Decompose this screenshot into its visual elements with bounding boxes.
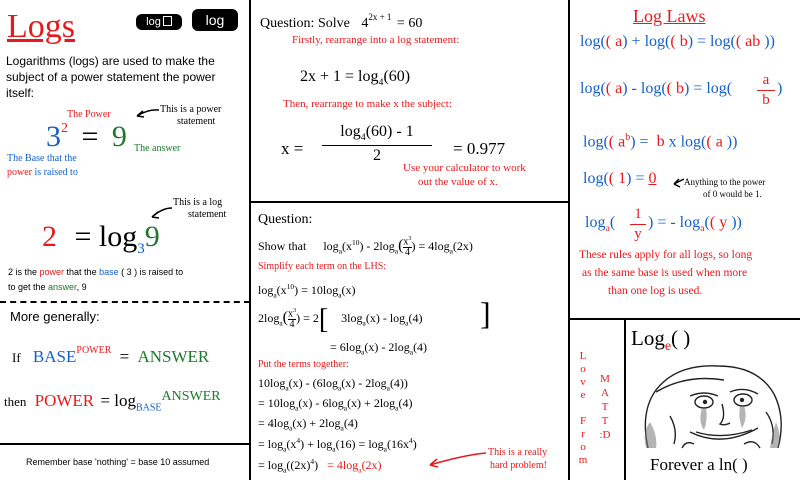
love-letter: L <box>579 350 587 362</box>
explain-text: 2 is the <box>8 267 40 277</box>
explain-text: , 9 <box>76 282 87 292</box>
q2-sub-a: a <box>358 465 362 475</box>
law-frac-den: y <box>634 226 642 242</box>
intro-line-3: itself: <box>6 86 35 100</box>
q2-sub-a: a <box>361 347 365 357</box>
base-ann-power: power <box>7 167 32 178</box>
q2-p5 <box>258 458 382 474</box>
power-note-2: statement <box>177 116 216 127</box>
q2-sub-a: a <box>332 444 336 454</box>
q2-put-together: Put the terms together: <box>258 359 349 370</box>
q2-text: (x <box>342 238 352 253</box>
divider-h-foot <box>0 443 250 445</box>
q1-eq1 <box>300 69 410 88</box>
example-power-statement <box>46 122 127 152</box>
gen2-base: BASE <box>135 402 162 414</box>
law-var: ( <box>605 80 616 97</box>
matt-letter: M <box>600 373 610 385</box>
law-text: ) <box>722 133 733 151</box>
general-log-statement <box>4 390 221 413</box>
explain-line-2 <box>8 283 87 292</box>
law-var-a: a <box>615 80 623 97</box>
law-text: log <box>640 80 662 97</box>
q2-text: ) <box>412 437 417 451</box>
q2-sub-a: a <box>449 246 453 256</box>
law-frac-bar <box>630 224 646 225</box>
love-letter: v <box>580 376 586 388</box>
law-var: ( <box>608 170 619 187</box>
zero-note-2: of 0 would be 1. <box>703 189 762 199</box>
q2-text: 2log <box>258 311 280 325</box>
power-note-1: This is a power <box>160 104 222 115</box>
law-frac-bar <box>757 90 775 91</box>
law-var: ( <box>735 33 746 50</box>
law-var: ( <box>608 133 619 151</box>
q2-text: (x) <box>341 283 356 297</box>
law-text: log <box>580 33 601 50</box>
love-letter: e <box>580 389 586 401</box>
divider-h-laws <box>569 318 800 320</box>
q1-num-rest: (60) - 1 <box>365 123 414 140</box>
q1-numerator <box>322 124 432 143</box>
law-var-b: b <box>675 80 684 97</box>
explain-base: base <box>99 267 119 277</box>
matt-letter: T <box>601 401 609 413</box>
q1-eq1-lhs: 2x + 1 = log <box>300 68 379 85</box>
q2-sub-a: a <box>383 444 387 454</box>
q2-text: (2x) <box>452 238 473 253</box>
law-text: log <box>644 33 666 50</box>
divider-v1 <box>249 0 251 480</box>
q2-sub-a: a <box>362 318 366 328</box>
q2-text: (x) - 2log <box>364 340 410 354</box>
gen2-power: POWER <box>34 391 95 410</box>
loge-sub: e <box>664 339 672 355</box>
q2-text: 10log <box>258 376 286 390</box>
law-text: log <box>585 214 606 231</box>
explain-text: that the <box>64 267 100 277</box>
law-var-a: a <box>618 133 626 151</box>
q2-sub-a: a <box>273 290 277 300</box>
q2-text: (4) <box>413 340 428 354</box>
q2-sub-a: a <box>283 465 287 475</box>
base-annotation-1: The Base that the <box>7 153 77 164</box>
q2-text: = 6log <box>330 340 362 354</box>
q2-show-text: Show that <box>258 238 307 253</box>
q1-result: = 0.977 <box>453 139 506 158</box>
bracket-close: ] <box>480 295 491 331</box>
q2-text: = 4log <box>327 458 359 472</box>
law-product: log(( a) + log(( b) = log(( ab )) <box>580 33 775 50</box>
meme-loge <box>631 328 690 354</box>
base-ann-raised: is raised to <box>34 167 78 178</box>
general-heading: More generally: <box>10 309 100 324</box>
law-text: log <box>583 170 604 187</box>
q2-sub-a: a <box>343 403 348 413</box>
q2-text: (x) + 2log <box>292 416 341 430</box>
loge-text: Log <box>631 326 665 350</box>
q2-text: = log <box>258 458 284 472</box>
q2-text: 3log <box>341 311 363 325</box>
law-sub-a: a <box>700 223 705 235</box>
ex2-arg: 9 <box>144 220 160 253</box>
ex1-exp: 2 <box>61 121 68 136</box>
q1-expr-exp: 2x + 1 <box>368 12 392 22</box>
law-text: ) = - log <box>648 214 701 231</box>
q1-fraction <box>322 124 432 164</box>
explain-answer: answer <box>48 282 77 292</box>
law-text: ) <box>727 214 737 231</box>
matt-vertical <box>594 372 616 442</box>
law-text: ) + <box>622 33 645 50</box>
q2-heading: Question: <box>258 212 313 227</box>
answer-annotation: The answer <box>134 143 181 154</box>
arrow-icon-log <box>148 205 174 221</box>
law-quotient-close: ) <box>777 80 783 97</box>
base-annotation-2 <box>7 168 78 178</box>
matt-letter: T <box>601 415 609 427</box>
law-var: ( <box>670 33 680 50</box>
q1-expr-rhs: = 60 <box>396 16 423 31</box>
q1-x-eq: x = <box>281 139 304 158</box>
law-var: ( <box>709 214 720 231</box>
log-note-1: This is a log <box>173 197 223 208</box>
ex2-sub: 3 <box>137 241 145 257</box>
arrow-icon-power <box>132 106 162 120</box>
law-quotient: log(( a) - log(( b) = log( <box>580 80 733 97</box>
q2-sub-a: a <box>289 423 293 433</box>
ex1-ans: 9 <box>111 120 127 153</box>
q2-simplify: Simplify each term on the LHS: <box>258 261 387 272</box>
ex1-base: 3 <box>46 120 61 153</box>
gen2-ans: ANSWER <box>161 389 221 404</box>
q1-step1: Firstly, rearrange into a log statement: <box>292 34 460 46</box>
intro-line-1: Logarithms (logs) are used to make the <box>6 54 215 68</box>
q1-eq1-sub: 4 <box>378 77 384 89</box>
log-note-2: statement <box>188 209 227 220</box>
law-text: ) = <box>626 170 649 187</box>
law-power: log(( $a^b) = b$ x log(( a )) <box>583 132 738 151</box>
q2-row3 <box>330 341 427 356</box>
forever-alone-face-icon <box>626 352 798 452</box>
q1-num-log: log <box>340 123 361 140</box>
love-letter: o <box>580 441 586 453</box>
law-text: ) = log( <box>683 80 733 97</box>
bracket-open: [ <box>318 304 329 335</box>
q2-sub-a: a <box>409 347 414 357</box>
q2-text: (x) - 6log <box>298 396 344 410</box>
law-var-zero: 0 <box>648 170 657 187</box>
q2-num: x <box>403 236 409 248</box>
calc-key-log: log <box>192 9 238 31</box>
q1-expr-base: 4 <box>361 16 369 31</box>
law-frac-num: a <box>762 72 770 88</box>
q2-log: log <box>323 238 339 253</box>
q2-text: ) + log <box>300 437 333 451</box>
q2-exp: 4 <box>310 457 315 466</box>
q1-calc-note-1: Use your calculator to work <box>403 162 526 174</box>
matt-letter: :D <box>599 429 611 441</box>
q1-num-sub: 4 <box>360 132 366 144</box>
rules-note-1: These rules apply for all logs, so long <box>579 249 753 261</box>
gen1-base: BASE <box>32 347 77 366</box>
q2-den: 4 <box>289 319 295 331</box>
general-power-statement <box>12 346 209 365</box>
q2-text: (x <box>286 437 297 451</box>
law-log-one: log(( 1) = 0 <box>583 170 657 187</box>
gen1-power: POWER <box>76 345 112 356</box>
q2-sub-a: a <box>395 403 399 413</box>
q1-step2: Then, rearrange to make x the subject: <box>283 98 452 110</box>
love-from-vertical <box>578 350 588 467</box>
law-var-a: a <box>615 33 623 50</box>
law-text: ) <box>760 33 770 50</box>
q2-sub-a: a <box>337 383 342 393</box>
arrow-icon-zero <box>671 177 685 189</box>
explain-power: power <box>39 267 65 277</box>
q2-text: = log <box>258 437 284 451</box>
q2-text: (16x <box>386 437 409 451</box>
loge-paren: ( ) <box>671 326 691 350</box>
q2-sub-a: a <box>295 403 299 413</box>
zero-note-1: Anything to the power <box>684 177 766 187</box>
ex2-lhs: 2 <box>42 220 57 253</box>
q2-text: (4) <box>398 396 413 410</box>
q2-text: (x) - 2log <box>341 376 387 390</box>
rules-note-3: than one log is used. <box>608 285 703 297</box>
q2-text: ) = 4log <box>411 238 450 253</box>
q2-num: x <box>287 308 293 320</box>
gen1-ans: ANSWER <box>137 347 210 366</box>
q2-den: 4 <box>404 247 410 259</box>
intro-line-2: subject of a power statement the power <box>6 70 216 84</box>
arrow-icon-hard <box>424 451 488 471</box>
q1-eq1-arg: (60) <box>383 68 411 85</box>
explain-line-1 <box>8 268 183 277</box>
q2-p4 <box>258 437 417 453</box>
explain-text: to get the <box>8 282 49 292</box>
q2-text: (x) + 2log <box>347 396 396 410</box>
q2-row2: $2\log_a$( $\frac{x^3}{4}$ ) = 2[ $3\log_a(x) - \log_a(4)$ <box>258 304 423 335</box>
law-var: ( <box>605 33 616 50</box>
q1-heading <box>260 13 422 31</box>
q2-sub-a: a <box>340 423 344 433</box>
q2-exp: 3 <box>408 235 412 242</box>
gen2-then: then <box>4 394 27 409</box>
q2-exp: 4 <box>408 436 413 445</box>
q2-text: (4) <box>343 416 358 430</box>
divider-v2 <box>568 0 570 480</box>
q2-exp: 3 <box>292 307 297 315</box>
q2-text: = 10log <box>258 396 296 410</box>
calc-key-log-base <box>136 14 182 30</box>
law-frac-den: b <box>762 92 770 108</box>
q2-text: ) = 10log <box>294 283 339 297</box>
q2-text: ) <box>314 458 319 472</box>
law-reciprocal-rhs: ) = - $\log_a$(( y )) <box>648 214 742 235</box>
q1-fraction-bar <box>322 145 432 146</box>
law-text: ) = <box>687 33 711 50</box>
q2-text: (4) <box>408 311 423 325</box>
q2-text: ) - 2log <box>359 238 395 253</box>
gen1-if: If <box>12 350 21 365</box>
q2-text: (16) = log <box>335 437 384 451</box>
law-sub-a: a <box>605 223 610 235</box>
q2-sub-a: a <box>394 246 399 256</box>
q2-text: (4)) <box>389 376 408 390</box>
power-annotation: The Power <box>67 109 111 120</box>
divider-dashed <box>0 301 250 303</box>
law-reciprocal-frac <box>630 207 646 242</box>
q2-text: (x) - (6log <box>288 376 338 390</box>
q2-sub-a: a <box>279 318 283 328</box>
q1-calc-note-2: out the value of x. <box>418 176 498 188</box>
gen1-eq: = <box>119 347 130 366</box>
law-text: x log( <box>668 133 707 151</box>
law-frac-num: 1 <box>634 206 642 222</box>
q2-text: (x) - log <box>365 311 406 325</box>
q2-show-that: Show that $\log_a(x^{10}) - 2\log_a$( $\frac{x^3}{4}$ ) = $4\log_a(2x)$ <box>258 235 473 259</box>
laws-title: Log Laws <box>633 6 706 26</box>
law-var-b: b <box>679 33 688 50</box>
matt-letter: A <box>601 387 609 399</box>
hard-note-2: hard problem! <box>490 460 547 471</box>
law-var-a: a <box>715 133 723 151</box>
q2-p1 <box>258 377 408 392</box>
q2-sub-a: a <box>405 318 409 328</box>
box-icon <box>163 16 172 26</box>
meme-forever: Forever a ln( ) <box>650 455 748 474</box>
law-var-b: b <box>656 133 665 151</box>
love-letter: r <box>581 428 585 440</box>
q1-head-text: Question: Solve <box>260 16 350 31</box>
law-exp-b: b <box>625 132 631 143</box>
q2-exp: 4 <box>296 436 301 445</box>
law-var: ( <box>706 133 716 151</box>
q1-denominator: 2 <box>373 147 381 165</box>
gen2-eq: = log <box>100 391 136 410</box>
law-text: ) = <box>630 133 653 151</box>
law-var: ( <box>666 80 676 97</box>
q2-sub-a: a <box>338 246 342 256</box>
q2-sub-a: a <box>283 444 287 454</box>
law-reciprocal: $\log_a$( <box>585 214 616 235</box>
calc-key-label: log <box>146 16 161 28</box>
love-letter: F <box>579 415 587 427</box>
q2-exp: 10 <box>352 237 360 247</box>
explain-text: ( 3 ) is raised to <box>118 267 184 277</box>
love-letter: m <box>578 454 588 466</box>
ex1-eq: = <box>81 120 99 153</box>
q2-text: ((2x) <box>286 458 311 472</box>
divider-h-mid <box>250 201 570 203</box>
q2-log: log <box>258 283 274 297</box>
q2-sub-a: a <box>285 383 289 393</box>
q2-text: (x <box>276 283 287 297</box>
ex2-eq: = log <box>74 220 138 253</box>
footer-note: Remember base 'nothing' = base 10 assumed <box>26 457 210 467</box>
q2-row1 <box>258 283 356 299</box>
q2-p2 <box>258 397 412 412</box>
law-text: log <box>710 33 731 50</box>
q2-p5-final <box>327 458 382 475</box>
law-text: ) - <box>622 80 641 97</box>
page-title: Logs <box>7 8 75 45</box>
q2-sub-a: a <box>338 290 342 300</box>
q2-text: (2x) <box>361 458 382 472</box>
law-quotient-frac <box>757 73 775 108</box>
q2-text: ) = 2 <box>296 311 319 325</box>
q2-p3 <box>258 417 358 432</box>
law-var-one: 1 <box>618 170 627 187</box>
law-var-y: y <box>719 214 728 231</box>
law-text: log <box>583 133 604 151</box>
q2-exp: 10 <box>286 282 295 291</box>
q2-sub-a: a <box>386 383 390 393</box>
law-var-ab: ab <box>745 33 761 50</box>
example-log-statement <box>42 222 160 257</box>
hard-note-1: This is a really <box>488 447 548 458</box>
law-text: log <box>580 80 601 97</box>
rules-note-2: as the same base is used when more <box>582 267 748 279</box>
q2-text: = 4log <box>258 416 290 430</box>
love-letter: o <box>580 363 586 375</box>
